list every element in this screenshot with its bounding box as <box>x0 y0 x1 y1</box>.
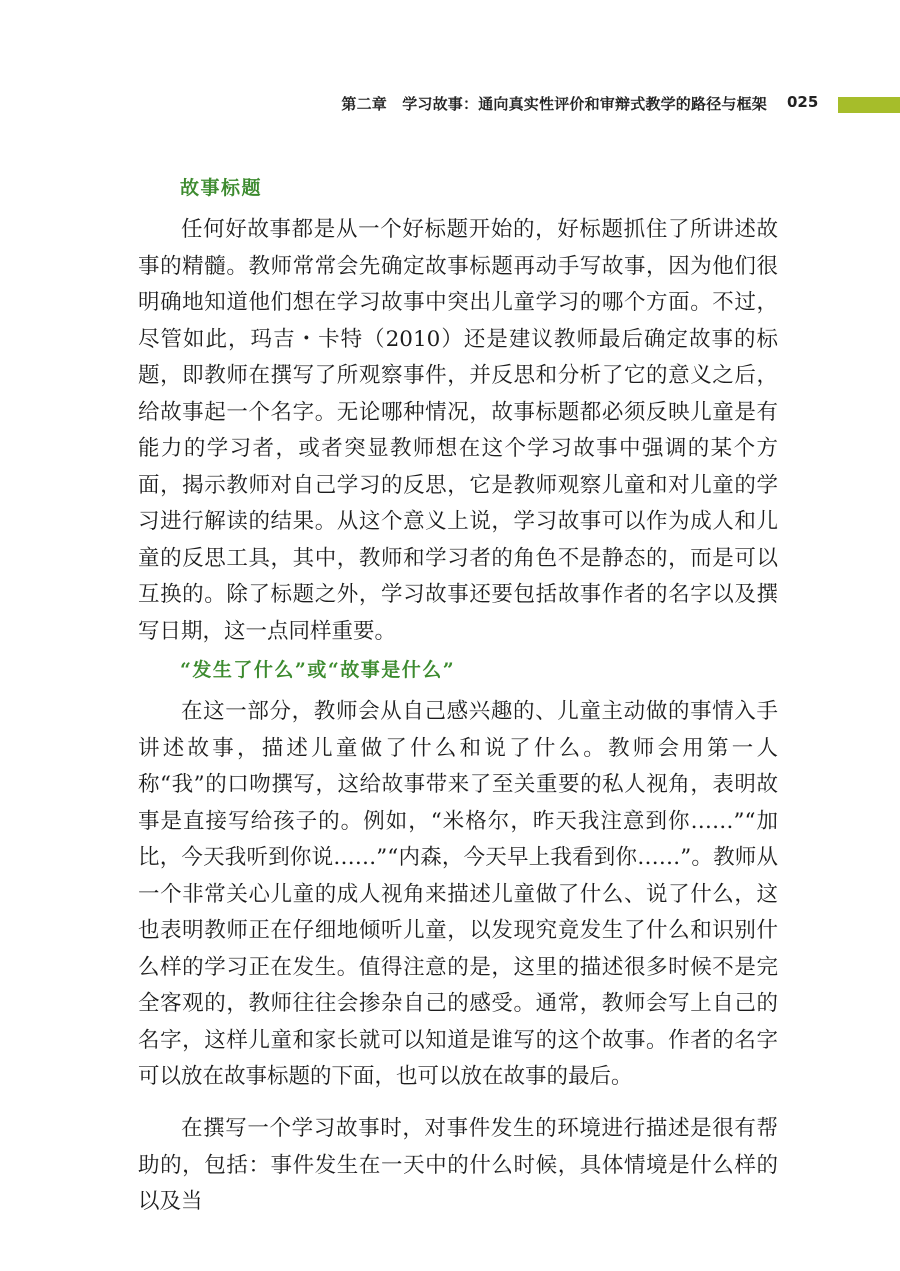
section-heading-what-happened: “发生了什么”或“故事是什么” <box>180 659 456 681</box>
running-header <box>0 92 900 116</box>
paragraph-story-title: 任何好故事都是从一个好标题开始的，好标题抓住了所讲述故事的精髓。教师常常会先确定故事标题再动手写故事，因为他们很明确地知道他们想在学习故事中突出儿童学习的哪个方面。不过，尽管如此，玛吉・卡特（2010）还是建议教师最后确定故事的标题，即教师在撰写了所观察事件，并反思和分析了它的意义之后，给故事起一个名字。无论哪种情况，故事标题都必须反映儿童是有能力的学习者，或者突显教师想在这个学习故事中强调的某个方面，揭示教师对自己学习的反思，它是教师观察儿童和对儿童的学习进行解读的结果。从这个意义上说，学习故事可以作为成人和儿童的反思工具，其中，教师和学习者的角色不是静态的，而是可以互换的。除了标题之外，学习故事还要包括故事作者的名字以及撰写日期，这一点同样重要。 <box>138 217 778 644</box>
section-heading-story-title: 故事标题 <box>180 177 263 199</box>
page-number: 025 <box>787 93 819 111</box>
paragraph-what-happened: 在这一部分，教师会从自己感兴趣的、儿童主动做的事情入手讲述故事，描述儿童做了什么和说了什么。教师会用第一人称“我”的口吻撰写，这给故事带来了至关重要的私人视角，表明故事是直接写给孩子的。例如，“米格尔，昨天我注意到你……”“加比，今天我听到你说……”“内森，今天早上我看到你……”。教师从一个非常关心儿童的成人视角来描述儿童做了什么、说了什么，这也表明教师正在仔细地倾听儿童，以发现究竟发生了什么和识别什么样的学习正在发生。值得注意的是，这里的描述很多时候不是完全客观的，教师往往会掺杂自己的感受。通常，教师会写上自己的名字，这样儿童和家长就可以知道是谁写的这个故事。作者的名字可以放在故事标题的下面，也可以放在故事的最后。 <box>138 699 778 1089</box>
chapter-title: 第二章 学习故事：通向真实性评价和审辩式教学的路径与框架 <box>341 95 767 113</box>
paragraph-environment: 在撰写一个学习故事时，对事件发生的环境进行描述是很有帮助的，包括：事件发生在一天中的什么时候，具体情境是什么样的以及当 <box>138 1116 778 1214</box>
chapter-color-tab <box>838 97 900 113</box>
